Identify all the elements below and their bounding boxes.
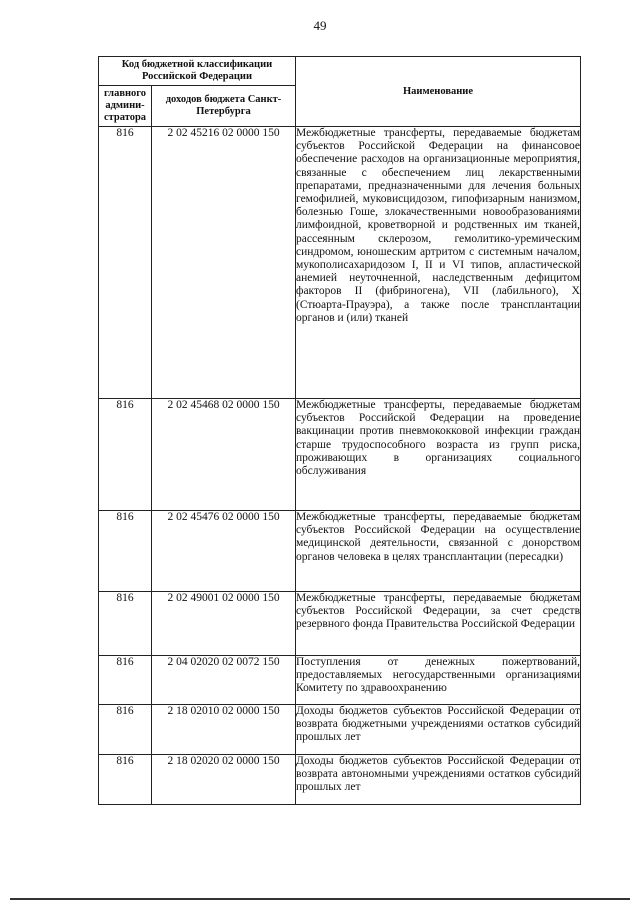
income-code-cell: 2 02 45476 02 0000 150 (152, 511, 296, 592)
name-cell: Межбюджетные трансферты, передаваемые бюджетам субъектов Российской Федерации, за счет средств резервного фонда Правительства Российской Федерации (296, 592, 581, 656)
table-row (99, 656, 581, 705)
page-bottom-rule (10, 898, 630, 900)
code-group-header: Код бюджетной классификации Российской Федерации (99, 57, 296, 86)
table-row (99, 592, 581, 656)
income-code-cell: 2 04 02020 02 0072 150 (152, 656, 296, 705)
table-row (99, 705, 581, 755)
income-code-cell: 2 18 02020 02 0000 150 (152, 755, 296, 805)
income-column-header: доходов бюджета Санкт-Петербурга (152, 86, 296, 127)
admin-code-cell: 816 (99, 127, 152, 399)
page-number: 49 (313, 18, 327, 33)
table-row (99, 755, 581, 805)
admin-code-cell: 816 (99, 656, 152, 705)
admin-code-cell: 816 (99, 592, 152, 656)
admin-column-header: главного админи-стратора (99, 86, 152, 127)
income-code-cell: 2 02 45468 02 0000 150 (152, 399, 296, 511)
name-cell: Поступления от денежных пожертвований, предоставляемых негосударственными организациями Комитету по здравоохранению (296, 656, 581, 705)
name-column-header: Наименование (296, 57, 581, 127)
admin-code-cell: 816 (99, 755, 152, 805)
name-cell: Доходы бюджетов субъектов Российской Федерации от возврата автономными учреждениями остатков субсидий прошлых лет (296, 755, 581, 805)
income-code-cell: 2 02 45216 02 0000 150 (152, 127, 296, 399)
admin-code-cell: 816 (99, 705, 152, 755)
admin-code-cell: 816 (99, 399, 152, 511)
name-cell: Доходы бюджетов субъектов Российской Федерации от возврата бюджетными учреждениями остатков субсидий прошлых лет (296, 705, 581, 755)
name-cell: Межбюджетные трансферты, передаваемые бюджетам субъектов Российской Федерации на осуществление медицинской деятельности, связанной с донорством органов человека в целях трансплантации (пересадки) (296, 511, 581, 592)
income-code-cell: 2 18 02010 02 0000 150 (152, 705, 296, 755)
table-row (99, 127, 581, 399)
budget-classification-table (98, 56, 581, 805)
name-cell: Межбюджетные трансферты, передаваемые бюджетам субъектов Российской Федерации на финансовое обеспечение расходов на организационные мероприятия, связанные с обеспечением лиц лекарственными препаратами, предназначенными для лечения больных гемофилией, муковисцидозом, гипофизарным нанизмом, болезнью Гоше, злокачественными новообразованиями лимфоидной, кроветворной и родственных им тканей, рассеянным склерозом, гемолитико-уремическим синдромом, юношеским артритом с системным началом, мукополисахаридозом I, II и VI типов, апластической анемией неуточненной, наследственным дефицитом факторов II (фибриногена), VII (лабильного), X (Стюарта-Прауэра), а также после трансплантации органов и (или) тканей (296, 127, 581, 399)
name-cell: Межбюджетные трансферты, передаваемые бюджетам субъектов Российской Федерации на проведение вакцинации против пневмококковой инфекции граждан старше трудоспособного возраста из групп риска, проживающих в организациях социального обслуживания (296, 399, 581, 511)
admin-code-cell: 816 (99, 511, 152, 592)
table-row (99, 511, 581, 592)
income-code-cell: 2 02 49001 02 0000 150 (152, 592, 296, 656)
table-row (99, 399, 581, 511)
